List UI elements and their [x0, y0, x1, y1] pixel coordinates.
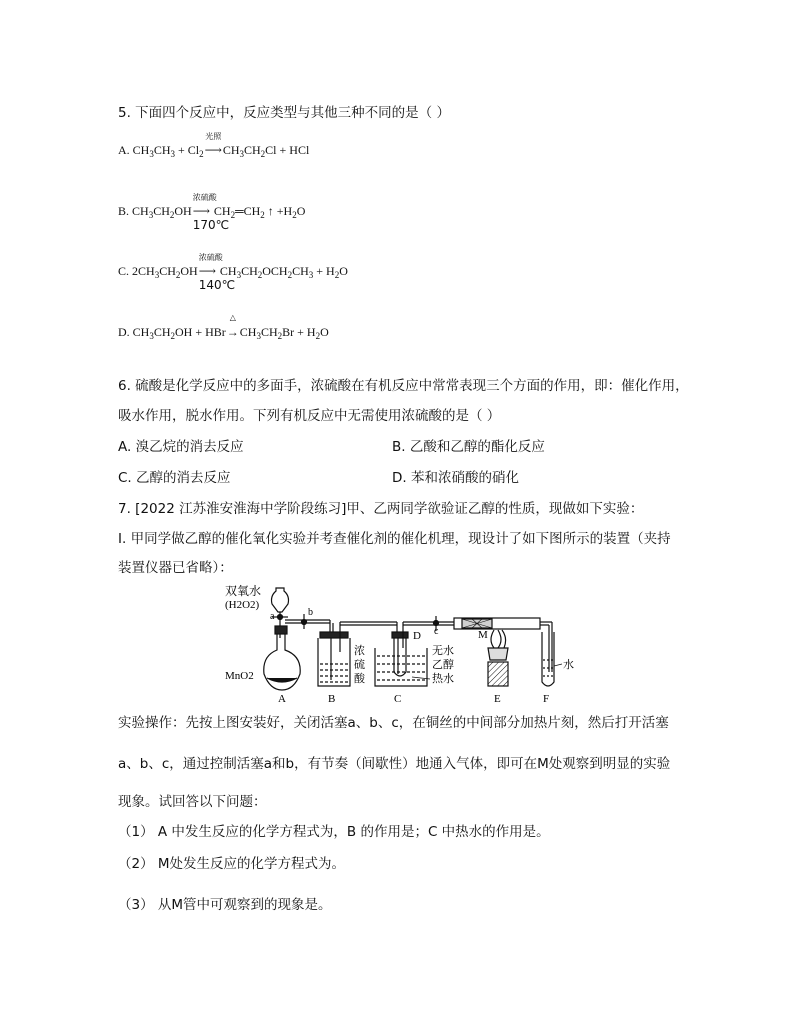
q7-stem: 7. [2022 江苏淮安淮海中学阶段练习]甲、乙两同学欲验证乙醇的性质，现做如下实验： — [118, 501, 644, 517]
q6-stem-line2: 吸水作用，脱水作用。下列有机反应中无需使用浓硫酸的是（ ） — [118, 408, 501, 424]
q6-option-a[interactable]: A. 溴乙烷的消去反应 — [118, 439, 244, 455]
c-content-1: 无水 — [432, 645, 454, 657]
b-content-3: 酸 — [354, 673, 365, 685]
condition-label: 浓硫酸 — [198, 253, 223, 262]
reaction-arrow: 光照 ⟶ — [204, 132, 222, 157]
option-label: D. — [118, 325, 130, 339]
reaction-arrow: 浓硫酸 ⟶ 170℃ — [192, 193, 230, 232]
label-b: B — [328, 693, 336, 705]
condition-label: 浓硫酸 — [192, 193, 217, 202]
reaction-arrow: 浓硫酸 ⟶ 140℃ — [198, 253, 236, 292]
q7-operation-line2: a、b、c，通过控制活塞a和b，有节奏（间歇性）地通入气体，即可在M处观察到明显的实验 — [118, 756, 671, 772]
reaction-arrow: △ → — [226, 313, 239, 339]
label-f: F — [543, 693, 550, 705]
b-content-1: 浓 — [354, 645, 365, 657]
apparatus-diagram — [222, 582, 582, 706]
h2o2-formula: (H2O2) — [225, 599, 260, 611]
q7-part1-line2: 装置仪器已省略）： — [118, 560, 233, 576]
temperature-label: 170℃ — [192, 218, 230, 232]
q7-subquestion-1: （1） A 中发生反应的化学方程式为，B 的作用是；C 中热水的作用是。 — [118, 824, 550, 840]
label-a: A — [278, 693, 286, 705]
b-content-2: 硫 — [354, 659, 365, 671]
label-m: M — [478, 629, 488, 641]
valve-c-label: c — [434, 626, 439, 637]
q7-subquestion-3: （3） 从M管中可观察到的现象是。 — [118, 897, 332, 913]
c-content-3: 热水 — [432, 673, 454, 685]
q7-operation-line1: 实验操作：先按上图安装好，关闭活塞a、b、c，在铜丝的中间部分加热片刻，然后打开活塞 — [118, 715, 669, 731]
temperature-label: 140℃ — [198, 278, 236, 292]
q5-option-c[interactable]: C. $2CH_3CH_2OH$ 浓硫酸 ⟶ 140℃ $CH_3CH_2OCH_2CH_3 + H_2O$ — [118, 253, 348, 292]
q5-option-a[interactable]: A. $CH_3CH_3 + Cl_2$ 光照 $⟶CH_3CH_2Cl$ + HCl — [118, 132, 310, 159]
option-label: A. — [118, 143, 130, 157]
water-label: 水 — [563, 659, 574, 671]
mno2-label: MnO2 — [225, 670, 254, 682]
label-c: C — [394, 693, 402, 705]
condition-label: △ — [229, 313, 236, 322]
h2o2-label: 双氧水 — [225, 584, 262, 598]
label-e: E — [494, 693, 501, 705]
q5-option-b[interactable]: B. $CH_3CH_2OH$ 浓硫酸 ⟶ 170℃ $CH_2═CH_2$ ↑ $+H_2O$ — [118, 193, 306, 232]
q6-stem-line1: 6. 硫酸是化学反应中的多面手，浓硫酸在有机反应中常常表现三个方面的作用，即：催化作用， — [118, 378, 689, 394]
q7-operation-line3: 现象。试回答以下问题： — [118, 794, 267, 810]
c-content-2: 乙醇 — [432, 659, 454, 671]
q6-option-b[interactable]: B. 乙酸和乙醇的酯化反应 — [392, 439, 545, 455]
q7-part1-line1: Ⅰ. 甲同学做乙醇的催化氧化实验并考查催化剂的催化机理，现设计了如下图所示的装置（夹持 — [118, 531, 671, 547]
valve-a-label: a — [270, 611, 275, 622]
q6-option-c[interactable]: C. 乙醇的消去反应 — [118, 470, 231, 486]
condition-label: 光照 — [205, 132, 222, 141]
label-d: D — [413, 630, 421, 642]
burner-e — [488, 630, 508, 686]
tube-cm — [403, 616, 454, 638]
q7-subquestion-2: （2） M处发生反应的化学方程式为。 — [118, 856, 346, 872]
valve-b-label: b — [308, 607, 313, 618]
q6-option-d[interactable]: D. 苯和浓硝酸的硝化 — [392, 470, 519, 486]
option-label: B. — [118, 204, 130, 218]
flask-a — [264, 626, 300, 690]
q5-stem: 5. 下面四个反应中，反应类型与其他三种不同的是（ ） — [118, 105, 450, 121]
q5-option-d[interactable]: D. $CH_3CH_2OH$ + HBr △ $\to CH_3CH_2Br + H_2O$ — [118, 313, 329, 341]
option-label: C. — [118, 264, 130, 278]
bottle-b — [318, 632, 350, 686]
